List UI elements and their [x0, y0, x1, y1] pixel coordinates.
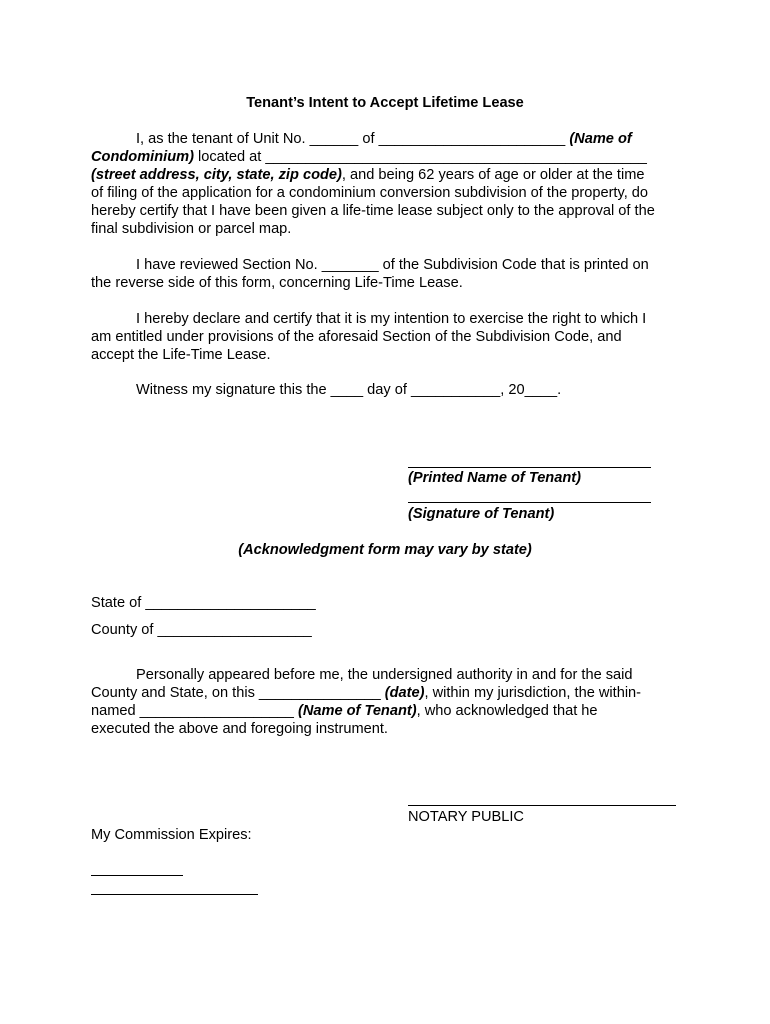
paragraph-1-line-6: final subdivision or parcel map. — [91, 221, 292, 237]
notary-paragraph-line-1: Personally appeared before me, the undersigned authority in and for the said — [136, 667, 633, 683]
notary-public-label: NOTARY PUBLIC — [408, 809, 524, 825]
notary-paragraph-line-3 — [91, 702, 598, 720]
notary-acknowledged-text: , who acknowledged that he — [416, 703, 598, 719]
paragraph-3-line-3: accept the Life-Time Lease. — [91, 347, 271, 363]
commission-signature-rule — [91, 894, 258, 895]
paragraph-1-line-1 — [136, 130, 632, 148]
notary-signature-rule — [408, 805, 676, 806]
acknowledgment-note: (Acknowledgment form may vary by state) — [238, 542, 532, 558]
witness-line: Witness my signature this the ____ day of ___________, 20____. — [136, 382, 562, 398]
paragraph-1-line-3 — [91, 166, 645, 184]
commission-date-rule — [91, 875, 183, 876]
paragraph-2-line-2: the reverse side of this form, concerning Life-Time Lease. — [91, 275, 463, 291]
notary-date-text: County and State, on this _______________ — [91, 685, 385, 701]
paragraph-1-line-5: hereby certify that I have been given a life-time lease subject only to the approval of the — [91, 203, 655, 219]
paragraph-2-line-1: I have reviewed Section No. _______ of the Subdivision Code that is printed on — [136, 257, 649, 273]
document-title: Tenant’s Intent to Accept Lifetime Lease — [246, 95, 524, 111]
p1-condominium-label: Condominium) — [91, 149, 194, 165]
notary-date-label: (date) — [384, 685, 425, 701]
notary-paragraph-line-2 — [91, 684, 641, 702]
notary-paragraph-line-4: executed the above and foregoing instrument. — [91, 721, 388, 737]
commission-expires-label: My Commission Expires: — [91, 827, 252, 843]
p1-address-label: (street address, city, state, zip code) — [91, 167, 342, 183]
paragraph-1-line-2 — [91, 148, 647, 166]
paragraph-3-line-2: am entitled under provisions of the aforesaid Section of the Subdivision Code, and — [91, 329, 622, 345]
state-line: State of _____________________ — [91, 595, 316, 611]
notary-named-text: named ___________________ — [91, 703, 298, 719]
notary-jurisdiction-text: , within my jurisdiction, the within- — [424, 685, 642, 701]
paragraph-1-line-4: of filing of the application for a condominium conversion subdivision of the property, do — [91, 185, 649, 201]
signature-rule — [408, 502, 651, 503]
printed-name-label: (Printed Name of Tenant) — [408, 470, 581, 486]
county-line: County of ___________________ — [91, 622, 312, 638]
p1-age-text: , and being 62 years of age or older at the time — [341, 167, 645, 183]
p1-unit-text: I, as the tenant of Unit No. ______ of _______________________ — [136, 131, 570, 147]
notary-tenant-name-label: (Name of Tenant) — [297, 703, 417, 719]
signature-label: (Signature of Tenant) — [408, 506, 555, 522]
p1-located-text: located at _______________________________________________ — [193, 149, 647, 165]
p1-name-of-label: (Name of — [569, 131, 632, 147]
printed-name-rule — [408, 467, 651, 468]
paragraph-3-line-1: I hereby declare and certify that it is my intention to exercise the right to which I — [136, 311, 647, 327]
